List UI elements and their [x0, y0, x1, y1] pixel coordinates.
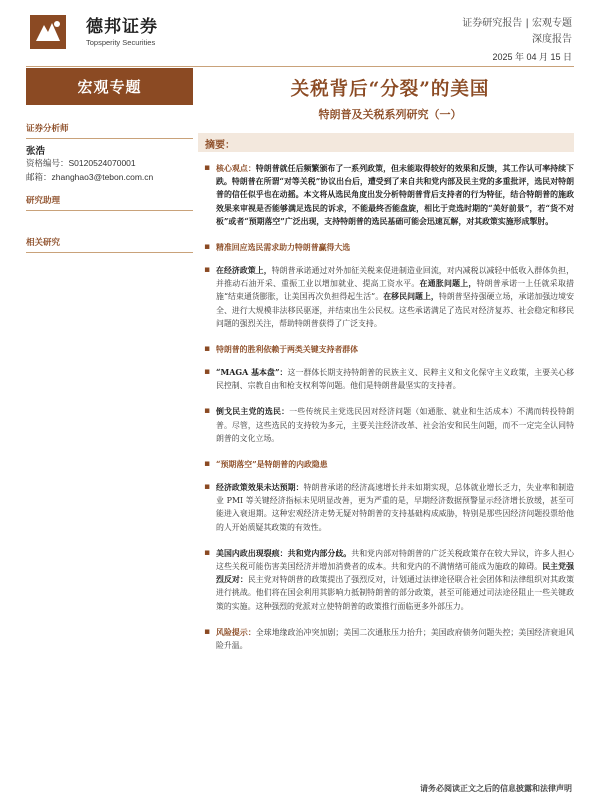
header-divider	[26, 66, 574, 67]
p2-lead: “MAGA 基本盘”：	[216, 368, 288, 378]
cert-label: 资格编号：	[26, 159, 69, 169]
report-subtype: 深度报告	[532, 34, 572, 45]
p5-lead2: 民主党强烈反对：	[216, 562, 574, 585]
company-logo	[30, 15, 66, 49]
cert-value: S0120524070001	[68, 158, 136, 168]
core-lead: 核心观点：	[216, 164, 256, 173]
related-label: 相关研究	[26, 238, 61, 248]
p5-text2: 民主党对特朗普的政策提出了强烈反对，计划通过法律途径联合社会团体和法律组织对其政策进行挑战。他们将在国会利用其影响力抵制特朗普的部分政策，甚至可能通过司法途径阻止一些关键政策的实施。这种强烈的党派对立使特朗普的政策推行面临更多外部压力。	[216, 575, 574, 611]
report-type-line: 证券研究报告 | 宏观专题	[462, 18, 572, 29]
paragraph-economic-policy	[202, 481, 574, 534]
p3-lead: 倒戈民主党的选民：	[216, 407, 290, 417]
paragraph-domestic-split	[202, 547, 574, 613]
paragraph-swing-voters	[202, 405, 574, 445]
report-type	[462, 16, 572, 48]
risk-text: 全球地缘政治冲突加剧；美国二次通胀压力抬升；美国政府债务问题失控；美国经济衰退风险升温。	[216, 627, 574, 651]
category-box: 宏观专题	[26, 68, 193, 105]
risk-lead: 风险提示：	[216, 627, 256, 637]
abstract-bar	[198, 133, 574, 152]
email	[26, 171, 193, 185]
report-date: 2025 年 04 月 15 日	[492, 52, 572, 62]
risk-warning	[202, 626, 574, 652]
p2-text: 这一群体长期支持特朗普的民族主义、民粹主义和文化保守主义政策，主要关心移民控制、宗教自由和枪支权利等问题。他们是特朗普最坚实的支持者。	[216, 368, 574, 391]
brand-english-name: Topsperity Securities	[86, 38, 156, 47]
analyst-name: 张浩	[26, 146, 46, 157]
section-heading-3: ▪ “预期落空”是特朗普的内政隐患	[202, 458, 574, 471]
paragraph-maga-base	[202, 366, 574, 392]
related-block	[26, 236, 193, 253]
core-text: 特朗普就任后频繁颁布了一系列政策，但未能取得较好的效果和反馈，其工作认可率持续下跌。特朗普在所谓“对等关税”协议出台后，遭受到了来自共和党内部及民主党的多重批评，选民对特朗普的信任似乎也在动摇。本文将从选民角度出发分析特朗普背后支持者的行为特征，结合特朗普的施政效果来审视是否能够满足选民的诉求，不能最终否能盘旋，相比于竞选时期的“美好前景”，若“货不对板”或者“预期落空”广泛出现，支持特朗普的选民基础可能会迅速瓦解，对其政策实施形成掣肘。	[216, 164, 574, 226]
p1-text3: 特朗普坚持强硬立场，承诺加强边境安全、进行大规模非法移民驱逐，并结束出生公民权。这些承诺满足了选民对经济复苏、社会稳定和移民问题的强烈关注，帮助特朗普获得了广泛支持。	[216, 292, 574, 328]
p1-text2: 特朗普承诺一上任就采取措施“结束通货膨胀，让美国再次负担得起生活”。	[216, 279, 574, 302]
sidebar-divider	[26, 252, 193, 253]
report-title: 关税背后“分裂”的美国	[290, 79, 490, 100]
core-viewpoint	[202, 162, 574, 228]
analyst-label: 证券分析师	[26, 124, 69, 134]
paragraph-campaign-promises	[202, 264, 574, 330]
brand-name: 德邦证券	[86, 17, 158, 37]
p4-lead: 经济政策效果未达预期：	[216, 483, 304, 493]
cert-number	[26, 157, 193, 171]
p4-text: 特朗普承诺的经济高速增长并未如期实现，总体就业增长乏力，失业率和制造业 PMI 等关键经济指标未见明显改善，更为严重的是，早期经济数据预警显示经济增长放缓，甚至可能进入衰退期。这种宏观经济走势无疑对特朗普的支持基础构成威胁，特别是那些因经济问题投票给他的人开始质疑其政策的有效性。	[216, 483, 574, 532]
analyst-block	[26, 122, 193, 185]
sidebar-divider	[26, 138, 193, 139]
sidebar-divider	[26, 210, 193, 211]
abstract-label: 摘要：	[205, 140, 235, 151]
section-heading-2: ▪ 特朗普的胜利依赖于两类关键支持者群体	[202, 343, 574, 356]
p5-lead: 美国内政出现裂痕：	[216, 548, 288, 558]
p1-text1: 特朗普承诺通过对外加征关税来促进制造业回流，对内减税以减轻中低收入群体负担，并推动石油开采、重振工业以增加就业、提高工资水平。	[216, 266, 574, 289]
email-label: 邮箱：	[26, 173, 52, 183]
report-subtitle: 特朗普及关税系列研究（一）	[318, 108, 462, 121]
p1-lead3: 在移民问题上，	[383, 292, 439, 302]
brand	[86, 18, 158, 48]
abstract-body	[202, 162, 574, 652]
legal-footer: 请务必阅读正文之后的信息披露和法律声明	[420, 783, 572, 793]
p5-lead-b: 共和党内部分歧。	[287, 548, 352, 558]
p3-text: 一些传统民主党选民因对经济问题（如通胀、就业和生活成本）不满而转投特朗普。尽管，这些选民的支持较为多元，主要关注经济改革、社会治安和民生问题，而不一定完全认同特朗普的文化立场。	[216, 407, 574, 443]
p1-lead: 在经济政策上，	[216, 266, 272, 276]
section-heading-1: ▪ 精准回应选民需求助力特朗普赢得大选	[202, 241, 574, 254]
p1-lead2: 在通胀问题上，	[419, 279, 477, 289]
p5-text1: 共和党内部对特朗普的广泛关税政策存在较大异议，许多人担心这些关税可能伤害美国经济并增加消费者的成本。共和党内的不满情绪可能成为施政的障碍。	[216, 548, 574, 572]
email-value[interactable]: zhanghao3@tebon.com.cn	[51, 172, 154, 182]
assistant-block	[26, 194, 193, 211]
assistant-label: 研究助理	[26, 196, 61, 206]
